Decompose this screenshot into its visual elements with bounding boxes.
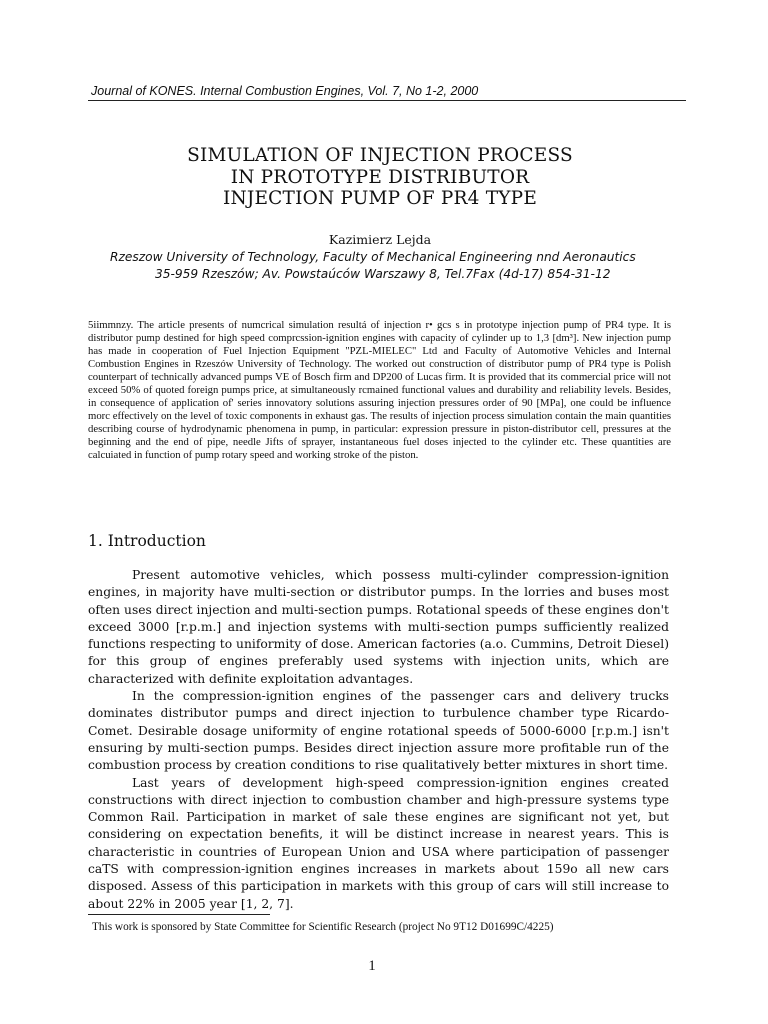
paragraph: Last years of development high-speed compression-ignition engines created constructions with direct injection to combustion chamber and high-pressure systems type Common Rail. Participation in market of sale these engines are significant not yet, but considering on expectation benefits, it will be distinct increase in nearest years. This is characteristic in countries of European Union and USA where participation of passenger caTS with compression-ignition engines increases in markets about 159o all new cars disposed. Assess of this participation in markets with this group of cars will still increase to about 22% in 2005 year [1, 2, 7]. [88,775,669,911]
paper-title [120,145,640,210]
abstract: 5iimmnzy. The article presents of numcrical simulation resultá of injection r• gcs s in prototype injection pump of PR4 type. It is distributor pump destined for high speed comprcssion-ignition engines with capacity of cylinder up to 1,3 [dm³]. New injection pump has made in cooperation of Fuel Injection Equipment "PZL-MIELEC" Ltd and Faculty of Automotive Vehicles and Internal Combustion Engines in Rzeszów University of Technology. The worked out construction of distributor pump of PR4 type is Polish counterpart of technically advanced pumps VE of Bosch firm and DP200 of Lucas firm. It is provided that its commercial price will not exceed 50% of quoted foreign pumps price, at simultaneously rcmained functional values and durability and reliability levels. Besides, in consequence of application of' series innovatory solutions assuring injection pressures order of 90 [MPa], one could be influence morc effectively on the level of toxic components in exhaust gas. The results of injection process simulation contain the main quantities describing course of hydrodynamic phenomena in pump, in particular: expression pressure in piston-distributor cell, pressures at the beginning and the end of pipe, needle Jifts of sprayer, instantaneous fuel doses injected to the cylinder etc. These quantities are calcuiated in function of pump rotary speed and working stroke of the piston. [88,319,671,461]
paragraph: In the compression-ignition engines of the passenger cars and delivery trucks dominates distributor pumps and direct injection to turbulence chamber type Ricardo-Comet. Desirable dosage uniformity of engine rotational speeds of 5000-6000 [r.p.m.] isn't ensuring by multi-section pumps. Besides direct injection assure more profitable run of the combustion process by creation conditions to rise qualitatively better mixtures in short time. [88,689,669,773]
author-name: Kazimierz Lejda [328,232,432,247]
title-line: INJECTION PUMP OF PR4 TYPE [222,188,538,209]
paragraph: Present automotive vehicles, which possess multi-cylinder compression-ignition engines, in majority have multi-section or distributor pumps. In the lorries and buses most often uses direct injection and multi-section pumps. Rotational speeds of these engines don't exceed 3000 [r.p.m.] and injection systems with multi-section pumps sufficiently realized functions respecting to uniformity of dose. American factories (a.o. Cummins, Detroit Diesel) for this group of engines preferably used systems with injection units, which are characterized with definite exploitation advantages. [88,568,669,686]
title-line: IN PROTOTYPE DISTRIBUTOR [230,166,530,188]
footnote: This work is sponsored by State Committee for Scientific Research (project No 9T12 D01699C/4225) [92,921,554,933]
section-body [88,567,669,913]
affiliation-address: 35-959 Rzeszów; Av. Powstaúców Warszawy 8, Tel.7Fax (4d-17) 854-31-12 [155,267,611,281]
affiliation-line: Rzeszow University of Technology, Faculty of Mechanical Engineering nnd Aeronautics [110,250,636,264]
footnote-rule [88,914,270,915]
journal-header: Journal of KONES. Internal Combustion Engines, Vol. 7, No 1-2, 2000 [91,84,479,98]
header-rule [88,100,686,101]
page-number: 1 [368,958,376,974]
section-heading: 1. Introduction [88,532,206,550]
title-line: SIMULATION OF INJECTION PROCESS [187,145,573,166]
